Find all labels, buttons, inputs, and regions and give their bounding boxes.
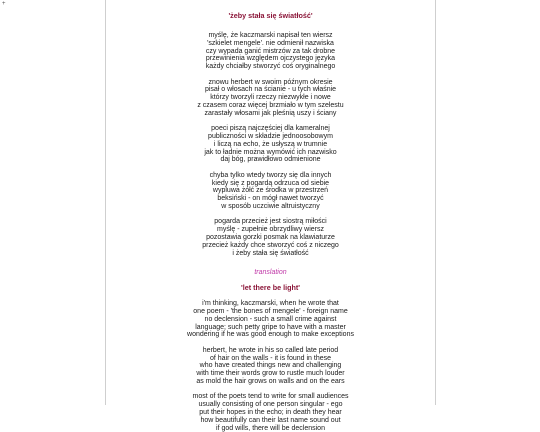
poem-line: myślę - zupełnie obrzydliwy wiersz [217,226,324,234]
poem-line: no declension - such a small crime against [204,315,337,323]
poem-line: beksiński - on mógł nawet tworzyć [217,195,324,203]
stanza [106,172,435,211]
poem-line: of hair on the walls - it is found in these [209,354,331,362]
poem-line: myślę, że kaczmarski napisał ten wiersz [208,32,333,39]
stanza [106,218,435,257]
stanza [106,347,435,386]
stanza [106,79,435,118]
poem-line: wondering if he was good enough to make exceptions [187,331,354,339]
poem-line: put their hopes in the echo; in death they hear [199,409,342,417]
document-content [106,0,435,432]
poem-line: as mold the hair grows on walls and on the ears [196,378,345,386]
poem-line: how beautifully can their last name sound out [200,416,341,424]
stanza [106,125,435,164]
poem-line: with time their words grow to rustle much louder [196,370,345,378]
poem-line: każdy chciałby stworzyć coś oryginalnego [205,63,336,71]
poem-line: daj bóg, prawidłowo odmienione [220,156,321,164]
poem-line: chyba tylko wtedy tworzy się dla innych [209,171,332,179]
poem-line: pogarda przecież jest siostrą miłości [214,218,327,226]
corner-mark: + [2,1,6,7]
poem-line: znowu herbert w swoim późnym okresie [208,78,333,86]
poem-line: jak to ładnie można wymówić ich nazwisko [204,148,337,156]
poem-stanzas [106,32,435,257]
poem-line: czy wypada ganić mistrzów za tak drobne [205,47,336,55]
poem-line: publiczności w składzie jednoosobowym [208,132,333,140]
poem-line: pozostawia gorzki posmak na klawiaturze [206,233,335,241]
stanza [106,32,435,71]
poem-line: i'm thinking, kaczmarski, when he wrote that [202,300,339,308]
poem-line: którzy tworzyli rzeczy niezwykłe i nowe [210,94,331,102]
stanza [106,300,435,339]
poem-line: przewinienia względem ojczystego języka [205,55,336,63]
poem-title: 'żeby stała się światłość' [228,11,313,20]
poem-line: if god wills, there will be declension [216,424,325,432]
poem-line: przecież każdy chce stworzyć coś z niczego [202,241,339,249]
poem-line: herbert, he wrote in his so called late period [202,346,339,354]
poem-line: i liczą na echo, że usłyszą w trumnie [213,140,328,148]
document-page [105,0,436,432]
poem-line: wypluwa żółć ze środka w przestrzeń [212,187,329,195]
poem-line: language; such petty gripe to have with a master [195,323,346,331]
poem-line: most of the poets tend to write for small audiences [192,393,349,401]
poem-line: who have created things new and challenging [199,362,342,370]
translation-stanzas [106,300,435,432]
translation-label: translation [254,269,287,277]
translation-title: 'let there be light' [241,283,300,293]
poem-line: zarastały włosami jak pleśnią uszy i ściany [204,109,337,117]
poem-line: poeci piszą najczęściej dla kameralnej [211,125,330,133]
poem-line: i żeby stała się światłość [232,249,309,257]
poem-line: 'szkielet mengele'. nie odmienił nazwiska [207,39,334,47]
poem-line: z czasem coraz więcej brzmiało w tym szelestu [197,101,344,109]
poem-line: usually consisting of one person singular - ego [198,401,343,409]
poem-line: kiedy się z pogardą odrzuca od siebie [211,179,330,187]
stanza [106,393,435,432]
poem-line: pisał o włosach na ścianie - u tych właśnie [204,86,337,94]
poem-line: w sposób uczciwie altruistyczny [221,202,320,210]
poem-line: one poem - 'the bones of mengele' - foreign name [193,308,348,316]
